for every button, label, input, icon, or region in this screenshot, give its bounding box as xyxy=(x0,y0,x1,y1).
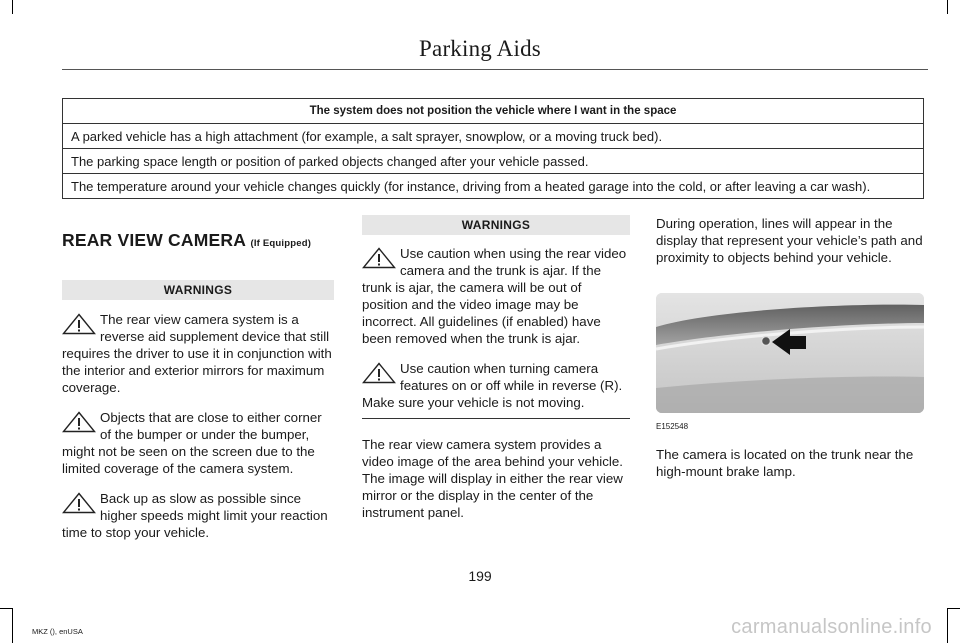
edition-note: MKZ (), enUSA xyxy=(32,627,83,636)
crop-mark xyxy=(947,608,960,609)
crop-mark xyxy=(12,0,13,14)
camera-location-image xyxy=(656,293,924,413)
crop-mark xyxy=(12,608,13,643)
header-divider xyxy=(62,69,928,70)
image-id-label: E152548 xyxy=(656,422,689,431)
crop-mark xyxy=(0,608,12,609)
watermark: carmanualsonline.info xyxy=(731,616,932,638)
warning-item: Use caution when using the rear video camera and the trunk is ajar. If the trunk is ajar, the camera will be out of position and the video image may be incorrect. All guidelines (if enabled) have been removed when the trunk is ajar. xyxy=(362,246,627,346)
crop-mark xyxy=(947,0,948,14)
table-row xyxy=(63,124,924,149)
warnings-heading: WARNINGS xyxy=(362,215,630,235)
crop-mark xyxy=(947,608,948,643)
diagnostic-table xyxy=(62,98,924,199)
warning-triangle-icon xyxy=(362,362,396,384)
body-paragraph: The rear view camera system provides a video image of the area behind your vehicle. The image will display in either the rear view mirror or the display in the center of the instrument panel. xyxy=(362,437,623,520)
table-row xyxy=(63,149,924,174)
table-heading: The system does not position the vehicle where I want in the space xyxy=(63,99,924,124)
table-header-row xyxy=(63,99,924,124)
table-row xyxy=(63,174,924,199)
left-column xyxy=(62,232,334,541)
warning-triangle-icon xyxy=(62,492,96,514)
trunk-camera-illustration xyxy=(656,293,924,413)
intro-paragraph: During operation, lines will appear in the display that represent your vehicle’s path and proximity to objects behind your vehicle. xyxy=(656,216,923,265)
table-cell: A parked vehicle has a high attachment (for example, a salt sprayer, snowplow, or a moving truck bed). xyxy=(63,124,924,149)
image-caption: The camera is located on the trunk near the high-mount brake lamp. xyxy=(656,447,914,479)
warning-triangle-icon xyxy=(62,313,96,335)
table-cell: The parking space length or position of parked objects changed after your vehicle passed. xyxy=(63,149,924,174)
warning-triangle-icon xyxy=(62,411,96,433)
warning-item: The rear view camera system is a reverse aid supplement device that still requires the driver to use it in conjunction with the interior and exterior mirrors for maximum coverage. xyxy=(62,312,332,395)
warning-item: Use caution when turning camera features on or off while in reverse (R). Make sure your vehicle is not moving. xyxy=(362,361,623,410)
warning-triangle-icon xyxy=(362,247,396,269)
section-title: REAR VIEW CAMERA (If Equipped) xyxy=(62,230,312,250)
warning-item: Objects that are close to either corner of the bumper or under the bumper, might not be seen on the screen due to the limited coverage of the camera system. xyxy=(62,410,322,476)
table-cell: The temperature around your vehicle changes quickly (for instance, driving from a heated garage into the cold, or after leaving a car wash). xyxy=(63,174,924,199)
section-title-suffix: (If Equipped) xyxy=(250,238,312,249)
warnings-heading: WARNINGS xyxy=(62,280,334,300)
right-column xyxy=(656,215,928,266)
middle-column xyxy=(362,215,630,521)
warnings-end-rule xyxy=(362,418,630,419)
page-title: Parking Aids xyxy=(419,36,541,61)
page-number: 199 xyxy=(468,568,492,584)
warning-item: Back up as slow as possible since higher speeds might limit your reaction time to stop your vehicle. xyxy=(62,491,328,540)
